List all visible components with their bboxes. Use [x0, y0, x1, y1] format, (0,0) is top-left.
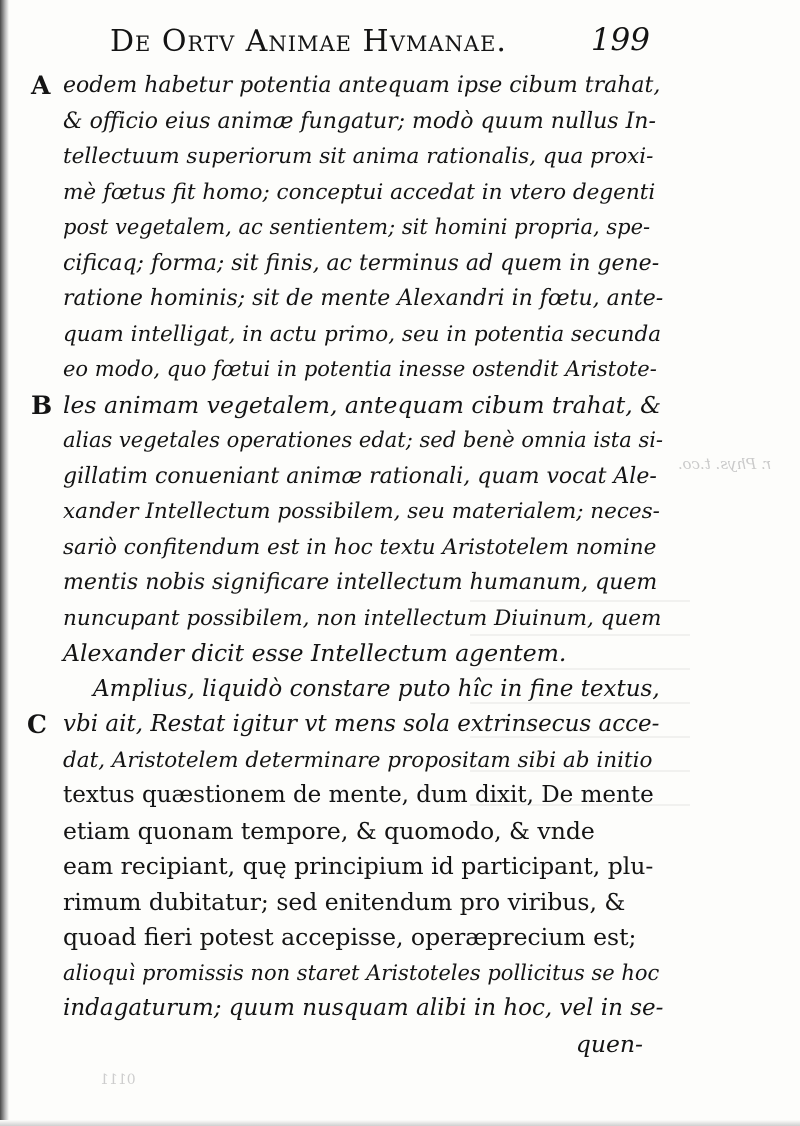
text-line: cificaq; forma; sit finis, ac terminus ad quem in gene-: [63, 250, 660, 276]
page-binding-shadow: [0, 0, 9, 1126]
text-line: alias vegetales operationes edat; sed benè omnia ista si-: [63, 428, 664, 452]
margin-mark-b: B: [31, 390, 53, 420]
text-line: Alexander dicit esse Intellectum agentem.: [63, 639, 567, 667]
margin-mark-a: A: [31, 71, 51, 100]
text-line: eo modo, quo fœtui in potentia inesse ostendit Aristote-: [63, 357, 657, 381]
text-line: B les animam vegetalem, antequam cibum trahat, &: [63, 388, 663, 424]
text-line: nuncupant possibilem, non intellectum Diuinum, quem: [63, 605, 662, 631]
text-line: mentis nobis significare intellectum humanum, quem: [63, 570, 658, 595]
text-line: quoad fieri potest accepisse, operæprecium est;: [63, 923, 637, 951]
running-head: [110, 22, 650, 62]
text-line: alioquì promissis non staret Aristoteles pollicitus se hoc: [63, 960, 660, 985]
text-line: C vbi ait, Restat igitur vt mens sola extrinsecus acce-: [63, 707, 663, 743]
text-line: & officio eius animæ fungatur; modò quum nullus In-: [63, 108, 656, 134]
paragraph-start-line: Amplius, liquidò constare puto hîc in fine textus,: [93, 675, 660, 702]
text-line: quam intelligat, in actu primo, seu in potentia secunda: [63, 321, 662, 347]
show-through-signature: 0111: [100, 1072, 136, 1088]
text-line: gillatim conueniant animæ rationali, quam vocat Ale-: [63, 463, 657, 489]
text-line: tellectuum superiorum sit anima rationalis, qua proxi-: [63, 144, 654, 169]
text-line: textus quæstionem de mente, dum dixit, De mente: [63, 782, 654, 808]
text-line: dat, Aristotelem determinare propositam sibi ab initio: [63, 747, 653, 773]
text-line: xander Intellectum possibilem, seu materialem; neces-: [63, 499, 660, 524]
margin-mark-c: C: [27, 710, 47, 739]
catchword: quen-: [575, 1029, 643, 1058]
text-line: ratione hominis; sit de mente Alexandri in fœtu, ante-: [63, 286, 664, 311]
text-line: sariò confitendum est in hoc textu Aristotelem nomine: [63, 534, 657, 560]
text-line: mè fœtus fit homo; conceptui accedat in vtero degenti: [63, 179, 656, 205]
running-title: De Ortv Animae Hvmanae.: [110, 24, 507, 59]
text-line: rimum dubitatur; sed enitendum pro viribus, &: [63, 887, 626, 916]
text-line: etiam quonam tempore, & quomodo, & vnde: [63, 816, 595, 845]
text-line: post vegetalem, ac sentientem; sit homini propria, spe-: [63, 215, 651, 239]
page-bottom-edge: [0, 1120, 800, 1126]
text-line: eam recipiant, quę principium id participant, plu-: [63, 852, 654, 880]
body-text: [27, 68, 664, 1062]
show-through-marginal-note: r. Phys. t.co.: [678, 455, 772, 473]
page-number: 199: [590, 22, 650, 58]
text-line: indagaturum; quum nusquam alibi in hoc, vel in se-: [63, 995, 664, 1021]
text-line: A eodem habetur potentia antequam ipse cibum trahat,: [63, 68, 663, 104]
